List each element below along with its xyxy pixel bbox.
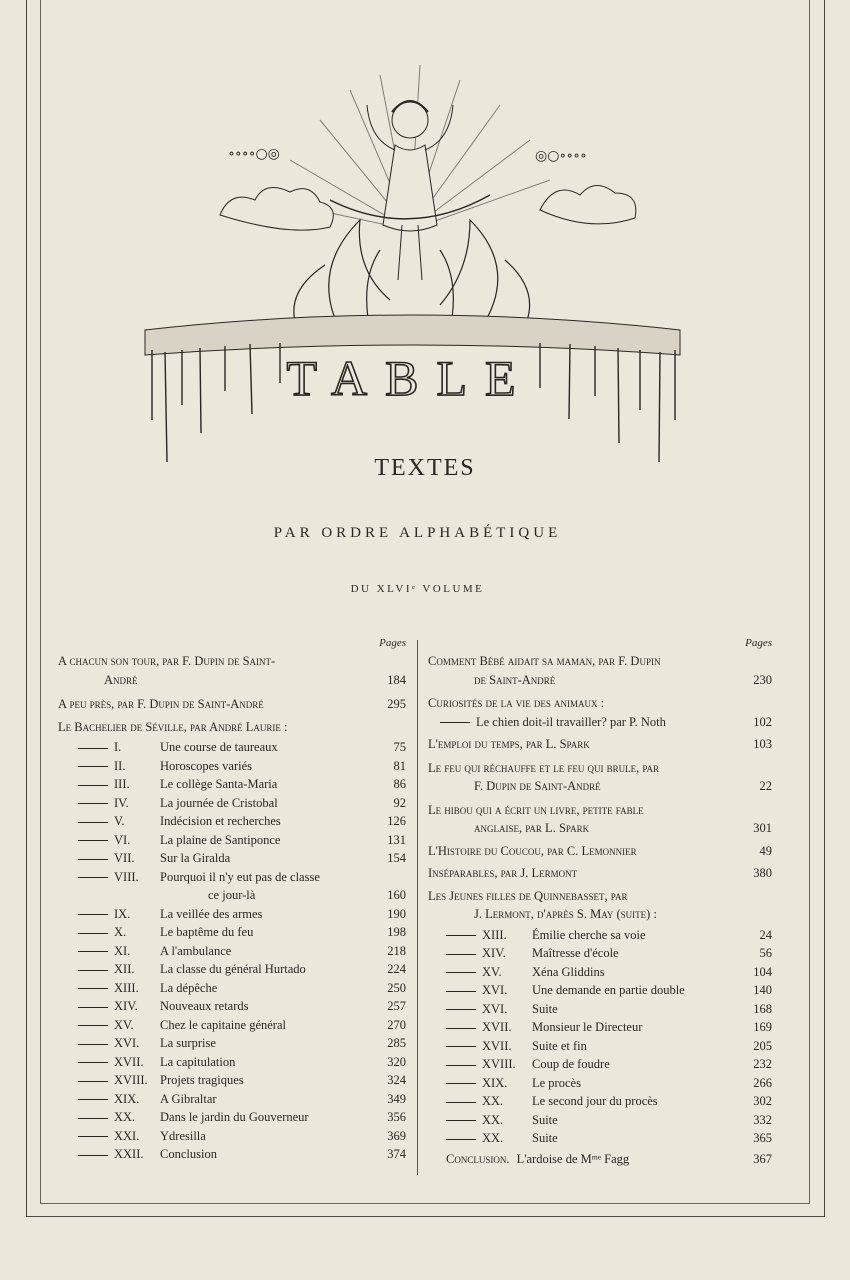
page-number: 349 (387, 1091, 406, 1106)
chapter-title: Ydresilla (160, 1128, 206, 1143)
chapter-number: XVII. (114, 1054, 144, 1069)
chapter-number: XIX. (114, 1091, 140, 1106)
chapter-row (428, 1055, 776, 1074)
chapter-title: La capitulation (160, 1054, 236, 1069)
dash-rule (78, 951, 108, 952)
pages-label: Pages (745, 637, 772, 649)
dash-rule (78, 1081, 108, 1082)
pages-label: Pages (379, 637, 406, 649)
chapter-list (428, 926, 776, 1148)
chapter-title: Émilie cherche sa voie (532, 927, 646, 942)
chapter-number: XVI. (482, 983, 508, 997)
toc-entry-cont: F. Dupin de Saint-André 22 (474, 779, 772, 793)
toc-subentry: Le chien doit-il travailler? par P. Noth 102 (428, 713, 776, 732)
chapter-row (58, 1034, 410, 1053)
toc-entry-cont: anglaise, par L. Spark 301 (474, 821, 772, 835)
dash-rule (446, 1083, 476, 1084)
dash-rule (446, 935, 476, 936)
dash-rule (78, 785, 108, 786)
dash-rule (78, 766, 108, 767)
toc-entry: A chacun son tour, par F. Dupin de Saint- (58, 654, 276, 668)
chapter-number: X. (114, 925, 127, 939)
toc-entry: Comment Bébé aidait sa maman, par F. Dupin (428, 654, 661, 668)
chapter-number: VI. (114, 832, 131, 847)
chapter-title: La surprise (160, 1036, 216, 1050)
cloud-right (540, 185, 636, 223)
chapter-row (428, 1092, 776, 1111)
chapter-number: XIII. (482, 927, 507, 942)
toc-entry-cont: de Saint-André 230 (474, 672, 772, 687)
cloud-left (220, 188, 333, 231)
dash-rule (78, 822, 108, 823)
dash-rule (78, 988, 108, 989)
chapter-title: Projets tragiques (160, 1073, 244, 1087)
chapter-number: XX. (482, 1131, 504, 1145)
chapter-row (428, 1074, 776, 1093)
chapter-row (428, 1111, 776, 1130)
dash-rule (78, 1136, 108, 1137)
chapter-title: Suite et fin (532, 1038, 587, 1053)
chapter-number: XXII. (114, 1147, 144, 1161)
chapter-row (58, 1071, 410, 1090)
chapter-row (58, 1090, 410, 1109)
chapter-row (428, 1037, 776, 1056)
toc-entry: L'emploi du temps, par L. Spark 103 (428, 737, 772, 751)
dash-rule (78, 859, 108, 860)
chapter-title: A Gibraltar (160, 1091, 217, 1106)
chapter-title: Suite (532, 1131, 558, 1145)
chapter-number: XVII. (482, 1038, 512, 1053)
right-column (428, 637, 776, 1168)
page-number: 369 (387, 1128, 406, 1143)
page-number: 266 (753, 1075, 772, 1090)
chapter-number: II. (114, 758, 126, 773)
chapter-title: Une demande en partie double (532, 983, 685, 997)
chapter-number: IV. (114, 795, 129, 810)
chapter-title: La plaine de Santiponce (160, 832, 281, 847)
chapter-number: XI. (114, 943, 131, 958)
chapter-number: V. (114, 814, 125, 828)
dash-rule (78, 933, 108, 934)
page-number: 190 (387, 906, 406, 921)
dash-rule (446, 954, 476, 955)
dash-rule (78, 1099, 108, 1100)
dash-rule (78, 1044, 108, 1045)
toc-entry: Inséparables, par J. Lermont 380 (428, 866, 772, 880)
chapter-row (428, 1129, 776, 1148)
chapter-row (58, 1145, 410, 1164)
toc-entry: Conclusion. L'ardoise de Mᵐᵉ Fagg 367 (446, 1151, 772, 1166)
chapter-row (58, 738, 410, 757)
chapter-title: Suite (532, 1112, 558, 1127)
chapter-title: Dans le jardin du Gouverneur (160, 1110, 309, 1124)
chapter-row (58, 849, 410, 868)
page-number: 356 (387, 1110, 406, 1124)
dash-rule (446, 1046, 476, 1047)
chapter-row (58, 757, 410, 776)
page-number: 302 (753, 1094, 772, 1108)
chapter-number: III. (114, 777, 130, 791)
page-subtitle: PAR ORDRE ALPHABÉTIQUE (273, 525, 562, 541)
page-number: 160 (387, 888, 406, 902)
chapter-title: Conclusion (160, 1147, 217, 1161)
chapter-title: Une course de taureaux (160, 740, 278, 754)
chapter-title: Le baptême du feu (160, 925, 254, 939)
page-number: 92 (393, 795, 406, 810)
toc-entry: L'Histoire du Coucou, par C. Lemonnier 49 (428, 843, 772, 858)
decorative-vignette (140, 50, 700, 510)
chapter-row (58, 1127, 410, 1146)
dash-rule (446, 1120, 476, 1121)
chapter-number: XV. (114, 1017, 134, 1032)
chapter-title: La veillée des armes (160, 906, 263, 921)
chapter-number: XVII. (482, 1020, 512, 1034)
chapter-title: Coup de foudre (532, 1057, 610, 1071)
page-number: 154 (387, 851, 406, 865)
chapter-title: Pourquoi il n'y eut pas de classe (160, 869, 320, 884)
toc-entry: Curiosités de la vie des animaux : (428, 696, 605, 710)
page-number: 126 (387, 814, 406, 828)
chapter-number: XII. (114, 962, 135, 976)
chapter-number: VIII. (114, 869, 139, 884)
dash-rule (78, 803, 108, 804)
chapter-number: XIX. (482, 1075, 508, 1090)
page-number: 81 (393, 758, 406, 773)
left-column (58, 637, 410, 1164)
chapter-row (58, 1108, 410, 1127)
page-number: 56 (759, 946, 772, 960)
page-number: 324 (387, 1073, 406, 1087)
chapter-title: Chez le capitaine général (160, 1017, 286, 1032)
chapter-title-cont: ce jour-là (208, 888, 256, 902)
dash-rule (78, 748, 108, 749)
toc-entry: Le Bachelier de Séville, par André Laurie : (58, 719, 288, 734)
chapter-row (58, 942, 410, 961)
page-number: 218 (387, 943, 406, 958)
page-number: 374 (387, 1147, 406, 1161)
chapter-list (58, 738, 410, 1164)
chapter-row (58, 905, 410, 924)
toc-entry-cont: André 184 (104, 672, 406, 687)
svg-text:∘∘∘∘○◎: ∘∘∘∘○◎ (228, 146, 280, 162)
page-number: 86 (393, 777, 406, 791)
chapter-row (428, 981, 776, 1000)
chapter-number: I. (114, 740, 122, 754)
dash-rule (446, 1009, 476, 1010)
chapter-row (58, 775, 410, 794)
page-number: 365 (753, 1131, 772, 1145)
chapter-number: XVI. (482, 1001, 508, 1016)
chapter-row (58, 1016, 410, 1035)
dash-rule (78, 1118, 108, 1119)
vignette-word: TABLE (286, 350, 534, 406)
dash-rule (446, 1065, 476, 1066)
chapter-title: La classe du général Hurtado (160, 962, 306, 976)
dash-rule (78, 840, 108, 841)
chapter-title: Monsieur le Directeur (532, 1020, 643, 1034)
chapter-row (58, 960, 410, 979)
dash-rule (78, 1007, 108, 1008)
column-divider (417, 640, 418, 1175)
toc-entry-cont: J. Lermont, d'après S. May (suite) : (474, 907, 657, 921)
dash-rule (446, 991, 476, 992)
chapter-title: Xéna Gliddins (532, 964, 605, 979)
chapter-number: XVI. (114, 1036, 140, 1050)
page-number: 285 (387, 1036, 406, 1050)
toc-entry: Le feu qui réchauffe et le feu qui brule, par (428, 760, 660, 775)
chapter-number: XIV. (482, 946, 506, 960)
chapter-title: Le procès (532, 1075, 581, 1090)
page-number: 224 (387, 962, 406, 976)
chapter-row (58, 997, 410, 1016)
page-number: 257 (387, 999, 406, 1013)
chapter-title: Nouveaux retards (160, 999, 249, 1013)
dash-rule (78, 914, 108, 915)
dash-rule (78, 1062, 108, 1063)
chapter-title: Suite (532, 1001, 558, 1016)
chapter-number: XX. (482, 1112, 504, 1127)
dash-rule (78, 1025, 108, 1026)
page-number: 205 (753, 1038, 772, 1053)
chapter-title: A l'ambulance (160, 943, 232, 958)
chapter-title: Maîtresse d'école (532, 946, 619, 960)
dash-rule (446, 972, 476, 973)
svg-text:◎○∘∘∘∘: ◎○∘∘∘∘ (535, 148, 587, 164)
chapter-number: XIV. (114, 999, 138, 1013)
page-number: 250 (387, 980, 406, 995)
page-number: 131 (387, 832, 406, 847)
chapter-row (58, 831, 410, 850)
chapter-number: IX. (114, 906, 131, 921)
page-title: TEXTES (374, 455, 476, 481)
toc-entry: A peu près, par F. Dupin de Saint-André 295 (58, 697, 406, 711)
page-number: 198 (387, 925, 406, 939)
page-number: 168 (753, 1001, 772, 1016)
chapter-row (58, 979, 410, 998)
chapter-row-cont (58, 886, 410, 905)
dash-rule (446, 1139, 476, 1140)
chapter-row (58, 923, 410, 942)
chapter-title: Indécision et recherches (160, 814, 281, 828)
page-number: 75 (393, 740, 406, 754)
page-number: 104 (753, 964, 772, 979)
chapter-row (428, 1018, 776, 1037)
dash-rule (78, 1155, 108, 1156)
chapter-number: XX. (482, 1094, 504, 1108)
chapter-number: XV. (482, 964, 502, 979)
page-number: 140 (753, 983, 772, 997)
dash-rule (78, 877, 108, 878)
chapter-number: XIII. (114, 980, 139, 995)
page-number: 320 (387, 1054, 406, 1069)
chapter-row (428, 944, 776, 963)
page-number: 270 (387, 1017, 406, 1032)
toc-entry: Le hibou qui a écrit un livre, petite fable (428, 802, 644, 817)
chapter-number: VII. (114, 851, 135, 865)
page-number: 232 (753, 1057, 772, 1071)
chapter-row (428, 926, 776, 945)
dash-rule (446, 1102, 476, 1103)
chapter-title: Le second jour du procès (532, 1094, 658, 1108)
page-number: 169 (753, 1020, 772, 1034)
chapter-row (428, 963, 776, 982)
chapter-title: Horoscopes variés (160, 758, 252, 773)
chapter-row (428, 1000, 776, 1019)
toc-entry: Les Jeunes filles de Quinnebasset, par (428, 888, 628, 903)
dash-rule (78, 970, 108, 971)
page-number: 24 (759, 927, 772, 942)
chapter-number: XVIII. (114, 1073, 148, 1087)
volume-label: DU XLVIᵉ VOLUME (350, 583, 485, 595)
chapter-title: Le collège Santa-Maria (160, 777, 278, 791)
chapter-row (58, 812, 410, 831)
chapter-title: Sur la Giralda (160, 851, 231, 865)
chapter-row (58, 868, 410, 887)
chapter-number: XVIII. (482, 1057, 516, 1071)
chapter-title: La dépêche (160, 980, 218, 995)
page-number: 332 (753, 1112, 772, 1127)
chapter-title: La journée de Cristobal (160, 795, 278, 810)
chapter-row (58, 1053, 410, 1072)
chapter-number: XX. (114, 1110, 136, 1124)
chapter-row (58, 794, 410, 813)
chapter-number: XXI. (114, 1128, 140, 1143)
dash-rule (446, 1028, 476, 1029)
